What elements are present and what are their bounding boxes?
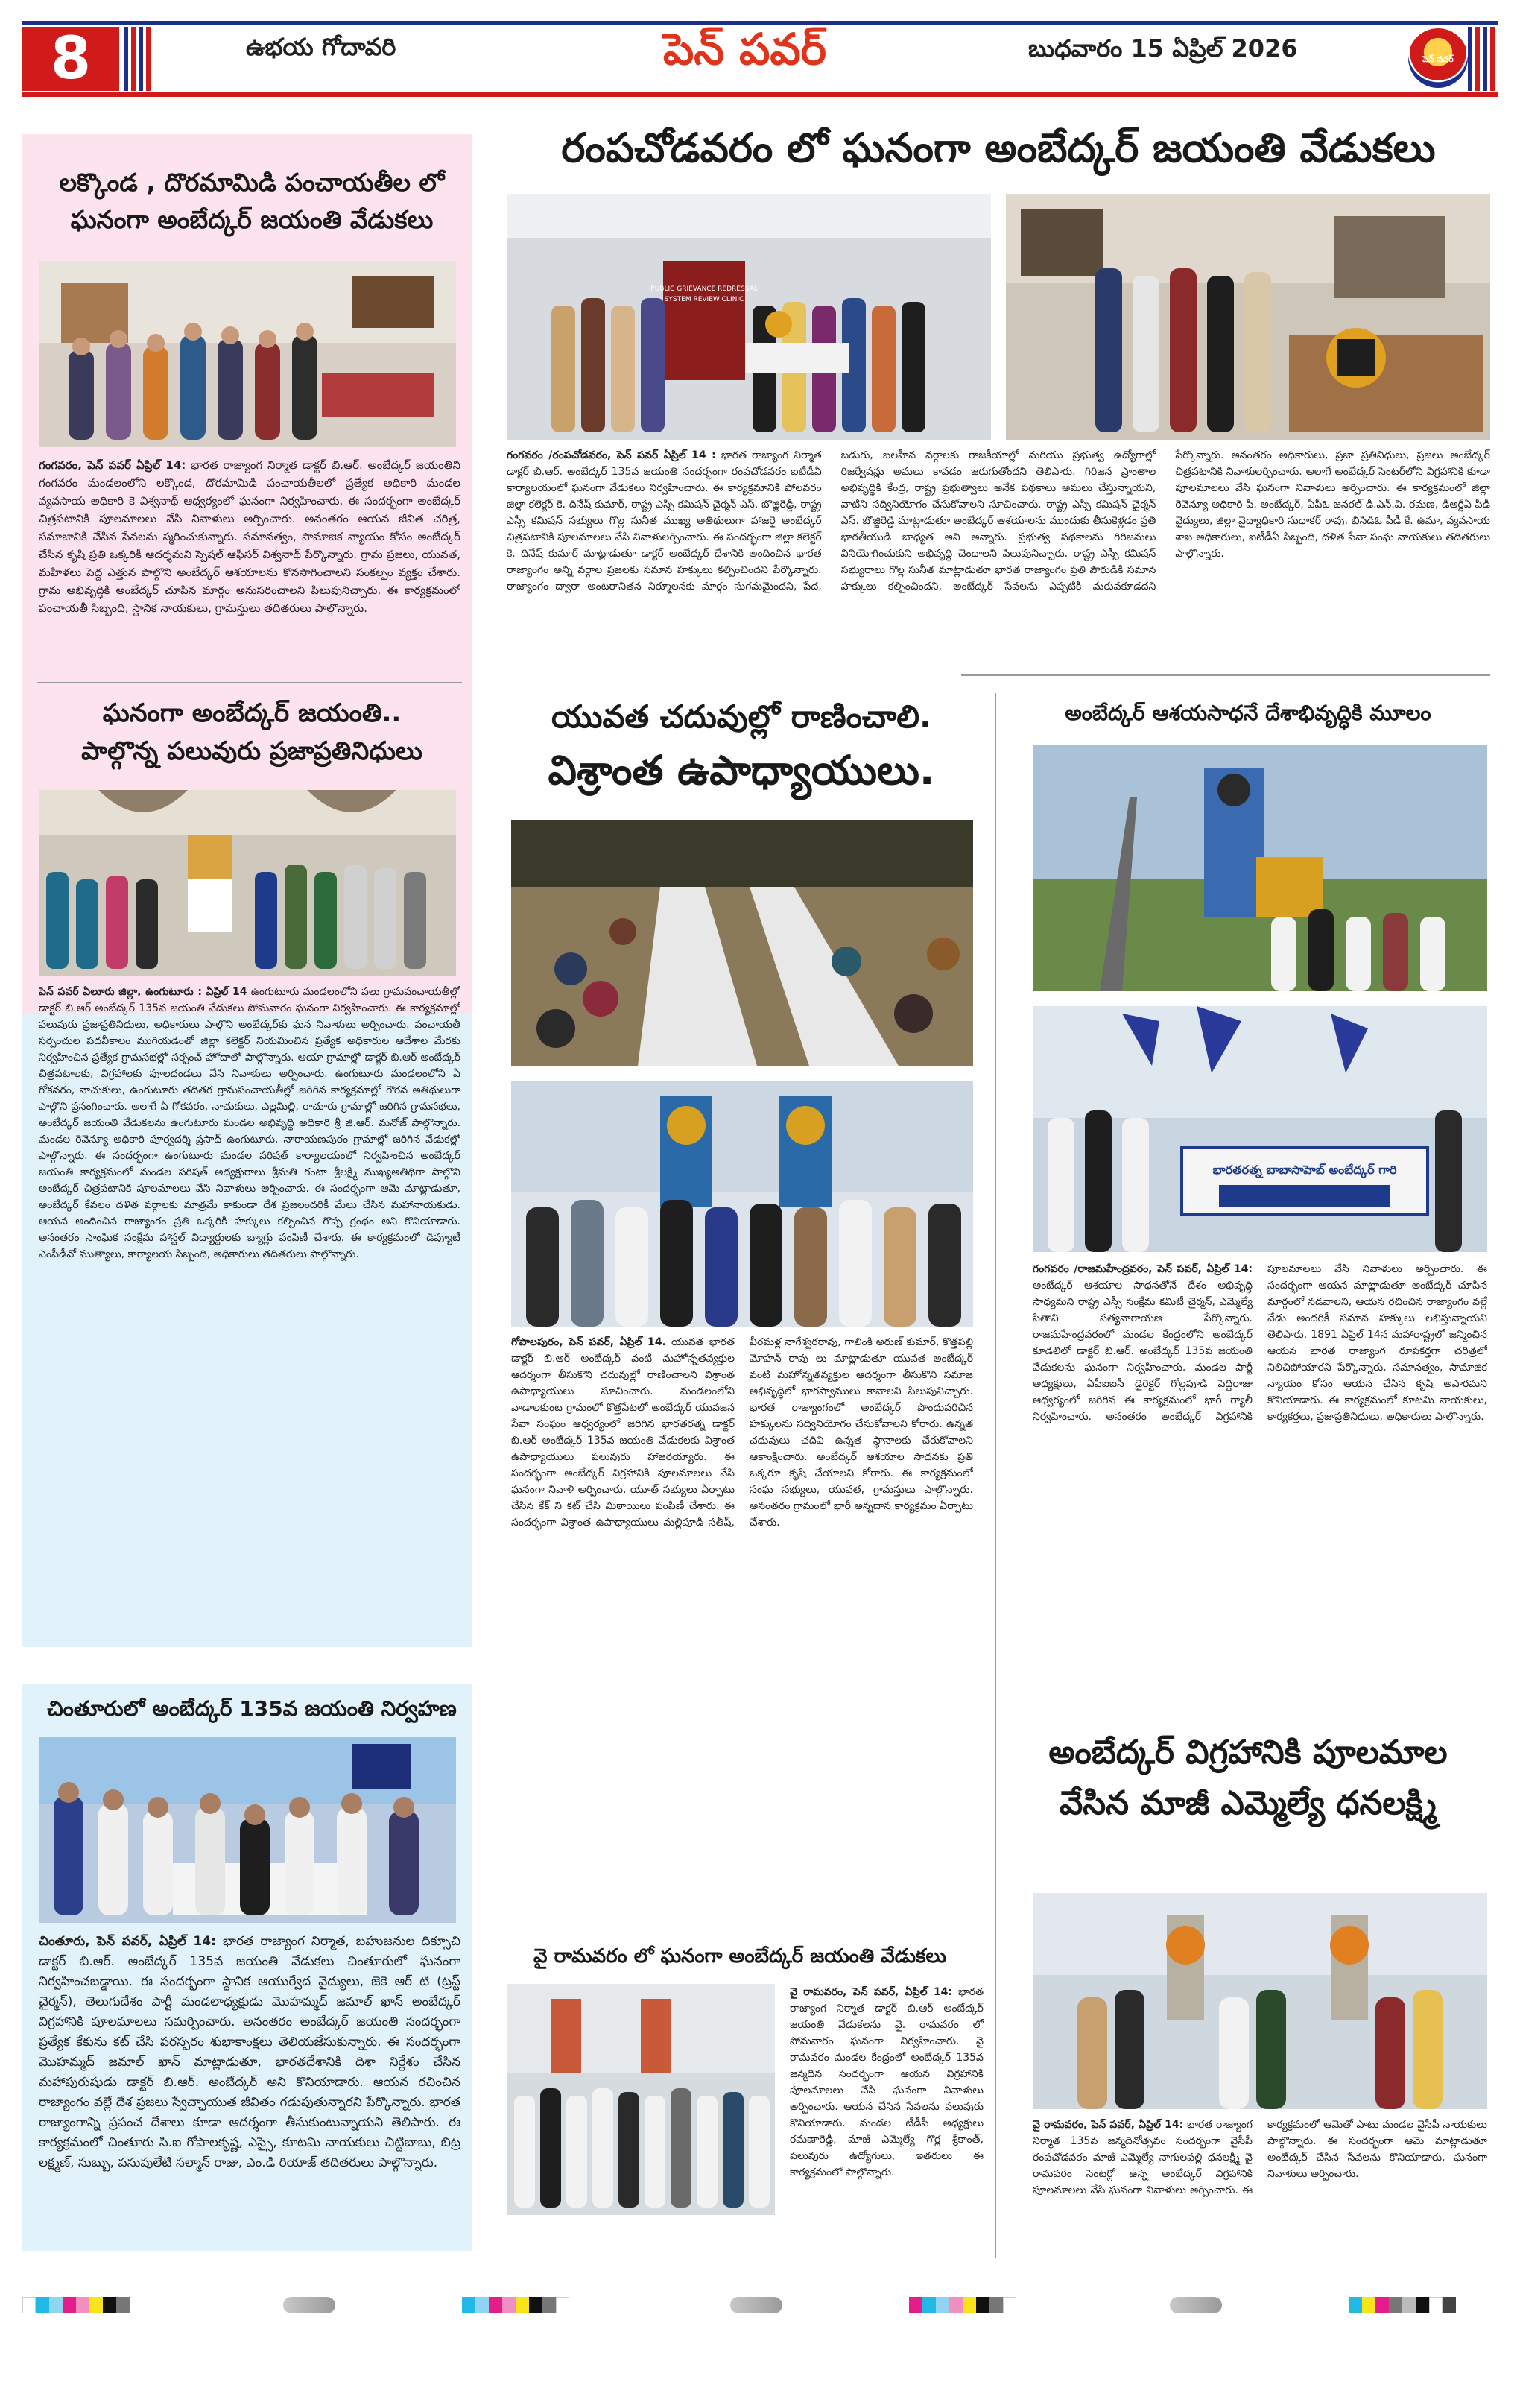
right2-headline-line2: వేసిన మాజీ ఎమ్మెల్యే ధనలక్ష్మి [1060, 1784, 1437, 1823]
top-dateline: గంగవరం /రంపచోడవరం, పెన్ పవర్ ఏప్రిల్ 14 : [507, 449, 716, 461]
story1-photo-image [39, 261, 456, 447]
left-divider-1 [37, 682, 462, 683]
right1-dateline: గంగవరం /రాజమహేంద్రవరం, పెన్ పవర్, ఏప్రిల్ 14: [1033, 1263, 1253, 1275]
mid-headline [507, 693, 976, 800]
mid-photo-1-image [511, 820, 973, 1066]
right2-photo-image [1033, 1893, 1487, 2109]
story2-body [39, 984, 460, 1617]
story2-headline-line1: ఘనంగా అంబేద్కర్ జయంతి.. [102, 698, 402, 728]
story2-headline-line2: పాల్గొన్న పలువురు ప్రజాప్రతినిధులు [81, 736, 422, 766]
vaira-photo-image [507, 1984, 775, 2215]
story1-photo [39, 261, 456, 447]
right1-text: అంబేద్కర్ ఆశయాల సాధనతోనే దేశం అభివృద్ధి సాధ్యమని రాష్ట్ర ఎస్సీ సంక్షేమ కమిటీ చైర్మన్, ఎమ్మెల్యే పితాని సత్యనారాయణ పేర్కొన్నారు. రాజమహేంద్రవరంలో మండల కేంద్రంలోని అంబేద్కర్ కూడలిలో డాక్టర్ బి.ఆర్. అంబేద్కర్ 135వ జయంతి వేడుకలను ఘనంగా నిర్వహించారు. మండల పార్టీ అధ్యక్షులు, ఏపీఐఐసీ డైరెక్టర్ గోల్లపూడి పెద్దిరాజు ఆధ్వర్యంలో జరిగిన ఈ కార్యక్రమంలో భారీ ర్యాలీ నిర్వహించారు. అనంతరం అంబేద్కర్ విగ్రహానికి పూలమాలలు వేసి నివాళులు అర్పించారు. ఈ సందర్భంగా ఆయన మాట్లాడుతూ అంబేద్కర్ చూపిన మార్గంలో నడవాలని, ఆయన రచించిన రాజ్యాంగం వల్లే నేడు అందరికీ సమాన హక్కులు లభిస్తున్నాయని తెలిపారు. 1891 ఏప్రిల్ 14న మహారాష్ట్రలో జన్మించిన ఆయన భారత రాజ్యాంగ రూపకర్తగా చరిత్రలో నిలిచిపోయారని పేర్కొన్నారు. సమానత్వం, సామాజిక న్యాయం కోసం ఆయన చేసిన కృషి అపారమని కొనియాడారు. ఈ కార్యక్రమంలో కూటమి నాయకులు, కార్యకర్తలు, ప్రజాప్రతినిధులు, అధికారులు పాల్గొన్నారు. [1033, 1263, 1487, 1423]
story2-dateline: పెన్ పవర్ ఏలూరు జిల్లా, ఉంగుటూరు : ఏప్రిల్ 14 [39, 986, 247, 998]
header-stripes-right [1468, 27, 1498, 91]
top-photo-right-image [1006, 194, 1490, 440]
mid-photo-1 [511, 820, 973, 1066]
color-bar-center [462, 2297, 569, 2313]
story1-headline-line2: ఘనంగా అంబేద్కర్ జయంతి వేడుకలు [70, 204, 434, 234]
story2-photo-image [39, 790, 456, 976]
top-body [507, 447, 1490, 663]
main-divider-top [961, 674, 1490, 676]
masthead: పెన్ పవర్ [663, 24, 827, 75]
story2-photo [39, 790, 456, 976]
top-photo-banner-2: SYSTEM REVIEW CLINIC [664, 296, 744, 303]
edition-name: ఉభయ గోదావరి [246, 33, 396, 61]
color-bar-center-right [909, 2297, 1016, 2313]
story3-text: భారత రాజ్యాంగ నిర్మాత, బహుజనుల దిక్సూచి డాక్టర్ బి.ఆర్. అంబేద్కర్ 135వ జయంతి వేడుకలు చింతూరులో ఘనంగా నిర్వహించబడ్డాయి. ఈ సందర్భంగా స్థానిక ఆయుర్వేద వైద్యులు, జెకె ఆర్ టి (ట్రస్ట్ చైర్మన్), తెలుగుదేశం పార్టీ మండలాధ్యక్షుడు మొహమ్మద్ జమాల్ ఖాన్ అంబేద్కర్ విగ్రహానికి పూలమాలలు సమర్పించారు. అనంతరం అంబేద్కర్ జయంతి సందర్భంగా ప్రత్యేక కేకును కట్ చేసి పరస్పరం శుభాకాంక్షలు తెలియజేసుకున్నారు. ఈ సందర్భంగా మొహమ్మద్ జమాల్ ఖాన్ మాట్లాడుతూ, భారతదేశానికి దిశా నిర్దేశం చేసిన మహాపురుషుడు డాక్టర్ బి.ఆర్. అంబేద్కర్ అని కొనియాడారు. ఆయన రచించిన రాజ్యాంగం వల్లే దేశ ప్రజలు స్వేచ్ఛాయుత జీవితం గడుపుతున్నారని పేర్కొన్నారు. భారత రాజ్యాంగాన్ని ప్రపంచ దేశాలు కూడా ఆదర్శంగా తీసుకుంటున్నాయని తెలిపారు. ఈ కార్యక్రమంలో చింతూరు సి.ఐ గోపాలకృష్ణ, ఎస్సై, కూటమి నాయకులు చిట్టిబాబు, బిట్ర లక్ష్మణ్, సుబ్బు, పసుపులేటి సల్మాన్ రాజు, ఎం.డి రియాజ్ తదితరులు పాల్గొన్నారు. [39, 1934, 460, 2170]
mid-headline-line2: విశ్రాంత ఉపాధ్యాయులు. [548, 747, 935, 794]
right1-photo-1-image [1033, 745, 1487, 991]
story2-headline [43, 695, 460, 771]
vaira-dateline: వై రామవరం, పెన్ పవర్, ఏప్రిల్ 14: [790, 1986, 952, 1998]
top-photo-banner: PUBLIC GRIEVANCE REDRESSAL [650, 285, 758, 293]
story3-dateline: చింతూరు, పెన్ పవర్, ఏప్రిల్ 14: [39, 1934, 216, 1949]
story1-text: భారత రాజ్యాంగ నిర్మాత డాక్టర్ బి.ఆర్. అంబేద్కర్ జయంతిని గంగవరం మండలంలోని లక్కొండ, దొరమామిడి పంచాయతీలలో ప్రత్యేక అధికారి మండల వ్యవసాయ అధికారి కె విశ్వనాథ్ ఆధ్వర్యంలో ఘనంగా నిర్వహించారు. ఈ సందర్భంగా అంబేద్కర్ చిత్రపటానికి పూలమాలలు వేసి నివాళులు అర్పించారు. అనంతరం ఆయన జీవిత చరిత్ర, సమాజానికి చేసిన సేవలను స్మరించుకున్నారు. సమానత్వం, సామాజిక న్యాయం కోసం అంబేద్కర్ చేసిన కృషి ప్రతి ఒక్కరికీ ఆదర్శమని స్పెషల్ ఆఫీసర్ విశ్వనాథ్ పేర్కొన్నారు. గ్రామ ప్రజలు, యువత, మహిళలు పెద్ద ఎత్తున పాల్గొని అంబేద్కర్ ఆశయాలను కొనసాగించాలని సంకల్పం వ్యక్తం చేశారు. గ్రామ అభివృద్ధికి అంబేద్కర్ చూపిన మార్గం అనుసరించాలని పిలుపునిచ్చారు. ఈ కార్యక్రమంలో పంచాయతీ సిబ్బంది, స్థానిక నాయకులు, గ్రామస్తులు తదితరులు పాల్గొన్నారు. [39, 458, 460, 615]
right2-body [1033, 2117, 1487, 2266]
right2-text: భారత రాజ్యాంగ నిర్మాత 135వ జన్మదినోత్సవం సందర్భంగా వైసీపీ రంపచోడవరం మాజీ ఎమ్మెల్యే నాగులపల్లి ధనలక్ష్మి వై రామవరం సెంటర్లో ఉన్న అంబేద్కర్ విగ్రహానికి పూలమాలలు వేసి ఘనంగా నివాళులు అర్పించారు. ఈ కార్యక్రమంలో ఆమెతో పాటు మండల వైసీపీ నాయకులు పాల్గొన్నారు. ఈ సందర్భంగా ఆమె మాట్లాడుతూ అంబేద్కర్ చేసిన సేవలను కొనియాడారు. ఘనంగా నివాళులు అర్పించారు. [1033, 2119, 1487, 2196]
right2-headline-line1: అంబేద్కర్ విగ్రహానికి పూలమాల [1048, 1734, 1448, 1772]
top-photo-right [1006, 194, 1490, 440]
color-bar-right [1349, 2297, 1456, 2313]
right1-photo-2-image [1033, 1006, 1487, 1252]
story3-body [39, 1932, 460, 2237]
header-bottom-stripe [22, 92, 1498, 97]
mid-text: యువత భారత డాక్టర్ బి.ఆర్ అంబేద్కర్ వంటి మహోన్నతవ్యక్తుల ఆదర్శంగా తీసుకొని చదువుల్లో రాణించాలని విశ్రాంత ఉపాధ్యాయులు సూచించారు. మండలంలోని వాడాలకుంట గ్రామంలో కొత్తపేటలో అంబేద్కర్ యువజన సేవా సంఘం ఆధ్వర్యంలో జరిగిన భారతరత్న డాక్టర్ బి.ఆర్ అంబేద్కర్ 135వ జయంతి వేడుకలకు విశ్రాంత ఉపాధ్యాయులు పలువురు హాజరయ్యారు. ఈ సందర్భంగా అంబేద్కర్ విగ్రహానికి పూలమాలలు వేసి ఘనంగా నివాళి అర్పించారు. యూత్ సభ్యులు ఏర్పాటు చేసిన కేక్ ని కట్ చేసి మిఠాయిలు పంపిణీ చేశారు. ఈ సందర్భంగా విశ్రాంత ఉపాధ్యాయులు మల్లిపూడి సతీష్, వీరమళ్ల నాగేశ్వరరావు, గాలింకి అరుణ్ కుమార్, కొత్తపల్లి మోహన్ రావు లు మాట్లాడుతూ యువత అంబేద్కర్ వంటి మహోన్నతవ్యక్తుల ఆదర్శంగా తీసుకొని సమాజ అభివృద్ధిలో భాగస్వాములు కావాలని పిలుపునిచ్చారు. భారత రాజ్యాంగంలో అంబేద్కర్ పొందుపరిచిన హక్కులను సద్వినియోగం చేసుకోవాలని కోరారు. ఉన్నత చదువులు చదివి ఉన్నత స్థానాలకు చేరుకోవాలని ఆకాంక్షించారు. అంబేద్కర్ ఆశయాల సాధనకు ప్రతి ఒక్కరూ కృషి చేయాలని కోరారు. ఈ కార్యక్రమంలో సంఘ సభ్యులు, యువత, గ్రామస్తులు పాల్గొన్నారు. అనంతరం గ్రామంలో భారీ అన్నదాన కార్యక్రమం ఏర్పాటు చేశారు. [511, 1336, 973, 1529]
right1-banner-text: భారతరత్న బాబాసాహెబ్ అంబేద్కర్ గారి [1212, 1163, 1397, 1177]
reg-pill-2 [730, 2297, 782, 2313]
story3-headline: చింతూరులో అంబేద్కర్ 135వ జయంతి నిర్వహణ [47, 1696, 457, 1721]
story1-body [39, 456, 460, 680]
color-bar-left [22, 2297, 130, 2313]
vaira-text: భారత రాజ్యాంగ నిర్మాత డాక్టర్ బి.ఆర్ అంబేద్కర్ జయంతి వేడుకలను వై. రామవరం లో సోమవారం ఘనంగా నిర్వహించారు. వై రామవరం మండల కేంద్రంలో అంబేద్కర్ 135వ జన్మదిన సందర్భంగా ఆయన విగ్రహానికి పూలమాలలు వేసి ఘనంగా నివాళులు అర్పించారు. ఆయన చేసిన సేవలను పలువురు కొనియాడారు. మండల టీడీపీ అధ్యక్షులు రమణారెడ్డి, మాజీ ఎమ్మెల్యే గొర్ల శ్రీకాంత్, పలువురు ఉద్యోగులు, ఇతరులు ఈ కార్యక్రమంలో పాల్గొన్నారు. [790, 1986, 984, 2178]
right2-headline [1006, 1728, 1490, 1829]
top-photo-left [507, 194, 991, 440]
vaira-photo [507, 1984, 775, 2215]
main-column-divider [995, 693, 996, 2258]
story2-text: ఉంగుటూరు మండలంలోని పలు గ్రామపంచాయతీల్లో డాక్టర్ బి.ఆర్ అంబేద్కర్ 135వ జయంతి వేడుకలు సోమవారం ఘనంగా నిర్వహించారు. ఈ కార్యక్రమాల్లో పలువురు ప్రజాప్రతినిధులు, అధికారులు పాల్గొని అంబేద్కర్‌కు ఘన నివాళులు అర్పించారు. పంచాయతీ సర్పంచుల పదవీకాలం ముగియడంతో జిల్లా కలెక్టర్ నియమించిన ప్రత్యేక అధికారుల ఆదేశాల మేరకు నిర్వహించిన ప్రత్యేక గ్రామసభల్లో సర్పంచ్ హోదాలో పాల్గొన్నారు. ఆయా గ్రామాల్లో డాక్టర్ బి.ఆర్ అంబేద్కర్ చిత్రపటాలకు, విగ్రహాలకు పూలదండలు వేసి నివాళులు అర్పించారు. ఉంగుటూరు మండలంలోని ఏ గోకవరం, నాచుకులు, ఉంగుటూరు తదితర గ్రామపంచాయతీల్లో జరిగిన కార్యక్రమాల్లో గౌరవ అతిథులుగా పాల్గొని ప్రసంగించారు. అలాగే ఏ గోకవరం, నాచుకులు, ఎల్లమిల్లి, రాచూరు గ్రామాల్లో జరిగిన గ్రామసభలు, అంబేద్కర్ జయంతి వేడుకలను ఉంగుటూరు మండల అభివృద్ధి అధికారి శ్రీ జి.ఆర్. మనోజ్ పాల్గొన్నారు. మండల రెవెన్యూ అధికారి పూర్వదర్శి ప్రసాద్ ఉంగుటూరు, నారాయణపురం గ్రామాల్లో జరిగిన వేడుకల్లో పాల్గొన్నారు. ఈ సందర్భంగా ఉంగుటూరు మండల పరిషత్ కార్యాలయంలో నిర్వహించిన అంబేద్కర్ జయంతి కార్యక్రమంలో మండల పరిషత్ అధ్యక్షురాలు శ్రీమతి గంటా శ్రీలక్ష్మి ముఖ్యఅతిథిగా పాల్గొని అంబేద్కర్ చిత్రపటానికి పూలమాలలు వేసి నివాళులు అర్పించారు. ఈ సందర్భంగా ఆమె మాట్లాడుతూ, అంబేద్కర్ కేవలం దళిత వర్గాలకు మాత్రమే కాకుండా దేశ ప్రజలందరికీ మేలు చేసిన మహానాయకుడు. ఆయన అందించిన రాజ్యాంగం ప్రతి ఒక్కరికి హక్కులు కల్పించిన గొప్ప గ్రంథం అని కొనియాడారు. అనంతరం సాంఘిక సంక్షేమ హాస్టల్ విద్యార్థులకు బ్యాగ్లు పంపిణీ చేశారు. ఈ కార్యక్రమంలో డిప్యూటీ ఎంపీడీవో ముత్యాలు, కార్యాలయ సిబ్బంది, అధికారులు తదితరులు పాల్గొన్నారు. [39, 986, 460, 1260]
top-photo-left-image [507, 194, 991, 440]
vaira-headline: వై రామవరం లో ఘనంగా అంబేద్కర్ జయంతి వేడుకలు [533, 1945, 946, 1968]
mid-body [511, 1334, 973, 1871]
header-stripes-left [124, 27, 153, 91]
reg-pill-1 [283, 2297, 335, 2313]
page-number: 8 [22, 27, 119, 91]
top-text: భారత రాజ్యాంగ నిర్మాత డాక్టర్ బి.ఆర్. అంబేద్కర్ 135వ జయంతి సందర్భంగా రంపచోడవరం ఐటీడీఏ కార్యాలయంలో ఘనంగా వేడుకలు నిర్వహించారు. ఈ కార్యక్రమానికి పోలవరం జిల్లా కలెక్టర్ కె. దినేష్ కుమార్, రాష్ట్ర ఎస్సీ కమిషన్ చైర్మన్ ఎస్. బొజ్జిరెడ్డి, రాష్ట్ర ఎస్సీ కమిషన్ సభ్యులు గొల్ల సునీత ముఖ్య అతిథులుగా హాజరై అంబేద్కర్ చిత్రపటానికి పూలమాలలు వేసి నివాళులర్పించారు. ఈ సందర్భంగా జిల్లా కలెక్టర్ కె. దినేష్ కుమార్ మాట్లాడుతూ డాక్టర్ అంబేద్కర్ దేశానికి అందించిన భారత రాజ్యాంగం అన్ని వర్గాల ప్రజలకు సమాన హక్కులు కల్పించిందని పేర్కొన్నారు. రాజ్యాంగం ద్వారా అంటరానితన నిర్మూలనకు మార్గం సుగమమైందని, పేద, బడుగు, బలహీన వర్గాలకు రాజకీయాల్లో మరియు ప్రభుత్వ ఉద్యోగాల్లో రిజర్వేషన్లు అమలు కావడం జరుగుతోందని తెలిపారు. గిరిజన ప్రాంతాల అభివృద్ధికి కేంద్ర, రాష్ట్ర ప్రభుత్వాలు అనేక పథకాలు అమలు చేస్తున్నాయని, వాటిని సద్వినియోగం చేసుకోవాలని సూచించారు. రాష్ట్ర ఎస్సీ కమిషన్ చైర్మన్ ఎస్. బొజ్జిరెడ్డి మాట్లాడుతూ అంబేద్కర్ ఆశయాలను ముందుకు తీసుకెళ్లడం ప్రతి భారతీయుడి బాధ్యత అని అన్నారు. ప్రభుత్వ పథకాలను గిరిజనులు వినియోగించుకుని అభివృద్ధి చెందాలని పిలుపునిచ్చారు. రాష్ట్ర ఎస్సీ కమిషన్ సభ్యురాలు గొల్ల సునీత మాట్లాడుతూ భారత రాజ్యాంగం ప్రతి పౌరుడికి సమాన హక్కులు కల్పించిందని, అంబేద్కర్ సేవలను ఎప్పటికీ మరువకూడదని పేర్కొన్నారు. అనంతరం అధికారులు, ప్రజా ప్రతినిధులు, ప్రజలు అంబేద్కర్ చిత్రపటానికి నివాళులర్పించారు. అలాగే అంబేద్కర్ సెంటర్‌లోని విగ్రహానికి కూడా పూలమాలలు వేసి ఘనంగా నివాళులు అర్పించారు. ఈ కార్యక్రమంలో జిల్లా రెవెన్యూ అధికారి పి. అంబేద్కర్, ఏపీఓ జనరల్ డి.ఎన్.వి. రమణ, డీఆర్డీఏ పీడీ వైద్యులు, జిల్లా వైద్యాధికారి సుధాకర్ రావు, బిసిడిఓ పీడీ కే. ఉమా, వ్యవసాయ శాఖ అధికారులు, ఐటీడీఏ సిబ్బంది, దళిత సేవా సంఘ నాయకులు తదితరులు పాల్గొన్నారు. [507, 449, 1490, 592]
vaira-body [790, 1984, 984, 2282]
reg-pill-3 [1170, 2297, 1222, 2313]
right2-dateline: వై రామవరం, పెన్ పవర్, ఏప్రిల్ 14: [1033, 2119, 1184, 2131]
right1-body [1033, 1261, 1487, 1708]
right1-headline: అంబేద్కర్ ఆశయసాధనే దేశాభివృద్ధికి మూలం [1065, 701, 1431, 725]
story1-dateline: గంగవరం, పెన్ పవర్ ఏప్రిల్ 14: [39, 458, 186, 472]
mid-photo-2-image [511, 1081, 973, 1327]
mid-photo-2 [511, 1081, 973, 1327]
story1-headline-line1: లక్కొండ , దొరమామిడి పంచాయతీల లో [59, 168, 445, 197]
logo-text: పెన్ పవర్ [1422, 54, 1454, 64]
issue-date: బుధవారం 15 ఏప్రిల్ 2026 [1028, 34, 1298, 63]
right1-photo-2 [1033, 1006, 1487, 1252]
newspaper-logo [1408, 28, 1468, 88]
mid-dateline: గోపాలపురం, పెన్ పవర్, ఏప్రిల్ 14. [511, 1336, 666, 1348]
right1-photo-1 [1033, 745, 1487, 991]
story3-photo [39, 1737, 456, 1923]
left-column [22, 134, 472, 2251]
page-header [22, 21, 1498, 97]
mid-headline-line1: యువత చదువుల్లో రాణించాలి. [551, 698, 931, 735]
top-headline: రంపచోడవరం లో ఘనంగా అంబేద్కర్ జయంతి వేడుకలు [561, 124, 1436, 171]
right2-photo [1033, 1893, 1487, 2109]
story1-headline [43, 164, 460, 238]
story3-photo-image [39, 1737, 456, 1923]
